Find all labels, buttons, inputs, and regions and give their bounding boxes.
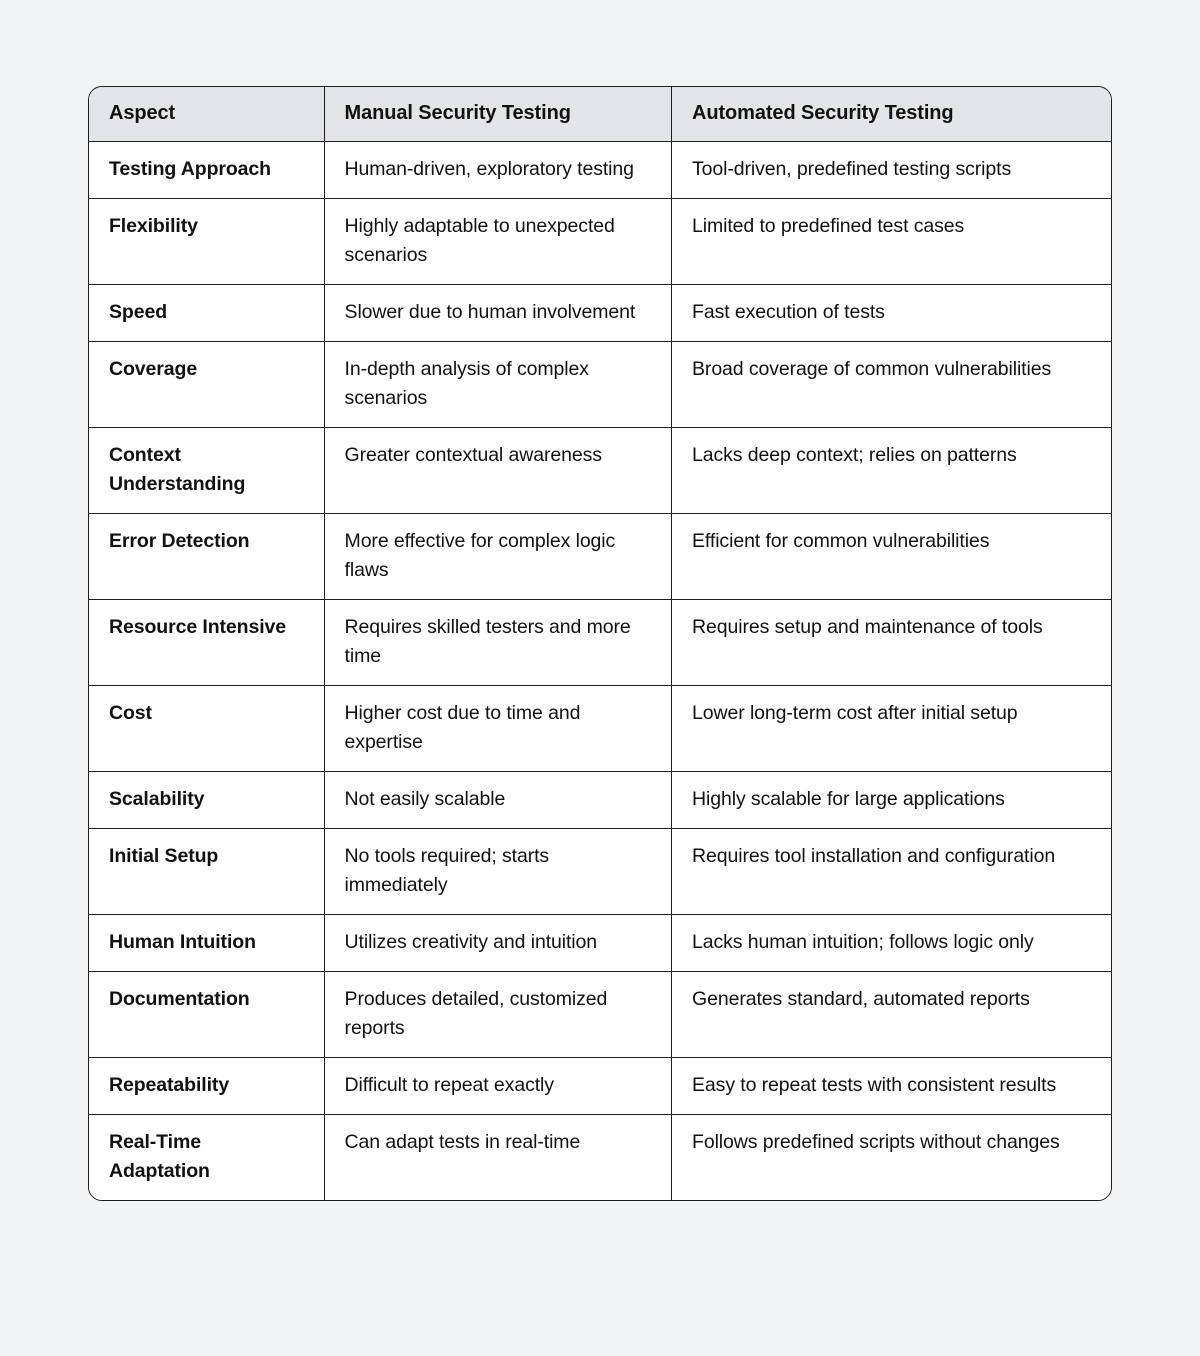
aspect-cell: Cost: [89, 686, 324, 772]
manual-cell: More effective for complex logic flaws: [324, 514, 671, 600]
manual-cell: No tools required; starts immediately: [324, 829, 671, 915]
automated-cell: Limited to predefined test cases: [672, 199, 1111, 285]
aspect-cell: Human Intuition: [89, 915, 324, 972]
automated-cell: Tool-driven, predefined testing scripts: [672, 142, 1111, 199]
table-header: [89, 87, 1111, 142]
automated-cell: Efficient for common vulnerabilities: [672, 514, 1111, 600]
table-body: [89, 142, 1111, 1201]
automated-cell: Fast execution of tests: [672, 285, 1111, 342]
table-row: [89, 514, 1111, 600]
table-row: [89, 428, 1111, 514]
manual-cell: Utilizes creativity and intuition: [324, 915, 671, 972]
automated-cell: Easy to repeat tests with consistent results: [672, 1058, 1111, 1115]
table-row: [89, 686, 1111, 772]
table-row: [89, 772, 1111, 829]
manual-cell: Higher cost due to time and expertise: [324, 686, 671, 772]
security-testing-comparison-table: [89, 87, 1111, 1200]
manual-cell: Not easily scalable: [324, 772, 671, 829]
manual-cell: Greater contextual awareness: [324, 428, 671, 514]
automated-cell: Follows predefined scripts without changes: [672, 1115, 1111, 1201]
aspect-cell: Coverage: [89, 342, 324, 428]
header-row: [89, 87, 1111, 142]
automated-cell: Generates standard, automated reports: [672, 972, 1111, 1058]
automated-cell: Requires setup and maintenance of tools: [672, 600, 1111, 686]
aspect-cell: Documentation: [89, 972, 324, 1058]
manual-cell: Difficult to repeat exactly: [324, 1058, 671, 1115]
aspect-cell: Repeatability: [89, 1058, 324, 1115]
table-row: [89, 600, 1111, 686]
automated-cell: Lacks deep context; relies on patterns: [672, 428, 1111, 514]
aspect-cell: Flexibility: [89, 199, 324, 285]
aspect-cell: Speed: [89, 285, 324, 342]
aspect-cell: Scalability: [89, 772, 324, 829]
automated-cell: Broad coverage of common vulnerabilities: [672, 342, 1111, 428]
automated-cell: Requires tool installation and configuration: [672, 829, 1111, 915]
column-header-aspect: Aspect: [89, 87, 324, 142]
table-row: [89, 285, 1111, 342]
manual-cell: Human-driven, exploratory testing: [324, 142, 671, 199]
aspect-cell: Testing Approach: [89, 142, 324, 199]
automated-cell: Lower long-term cost after initial setup: [672, 686, 1111, 772]
table-row: [89, 142, 1111, 199]
comparison-table-card: [88, 86, 1112, 1201]
table-row: [89, 829, 1111, 915]
manual-cell: Highly adaptable to unexpected scenarios: [324, 199, 671, 285]
aspect-cell: Context Understanding: [89, 428, 324, 514]
column-header-automated: Automated Security Testing: [672, 87, 1111, 142]
manual-cell: Produces detailed, customized reports: [324, 972, 671, 1058]
manual-cell: Slower due to human involvement: [324, 285, 671, 342]
table-row: [89, 1058, 1111, 1115]
aspect-cell: Error Detection: [89, 514, 324, 600]
automated-cell: Lacks human intuition; follows logic only: [672, 915, 1111, 972]
table-row: [89, 342, 1111, 428]
manual-cell: In-depth analysis of complex scenarios: [324, 342, 671, 428]
table-row: [89, 972, 1111, 1058]
aspect-cell: Resource Intensive: [89, 600, 324, 686]
table-row: [89, 1115, 1111, 1201]
manual-cell: Requires skilled testers and more time: [324, 600, 671, 686]
table-row: [89, 915, 1111, 972]
table-row: [89, 199, 1111, 285]
aspect-cell: Real-Time Adaptation: [89, 1115, 324, 1201]
column-header-manual: Manual Security Testing: [324, 87, 671, 142]
aspect-cell: Initial Setup: [89, 829, 324, 915]
manual-cell: Can adapt tests in real-time: [324, 1115, 671, 1201]
automated-cell: Highly scalable for large applications: [672, 772, 1111, 829]
